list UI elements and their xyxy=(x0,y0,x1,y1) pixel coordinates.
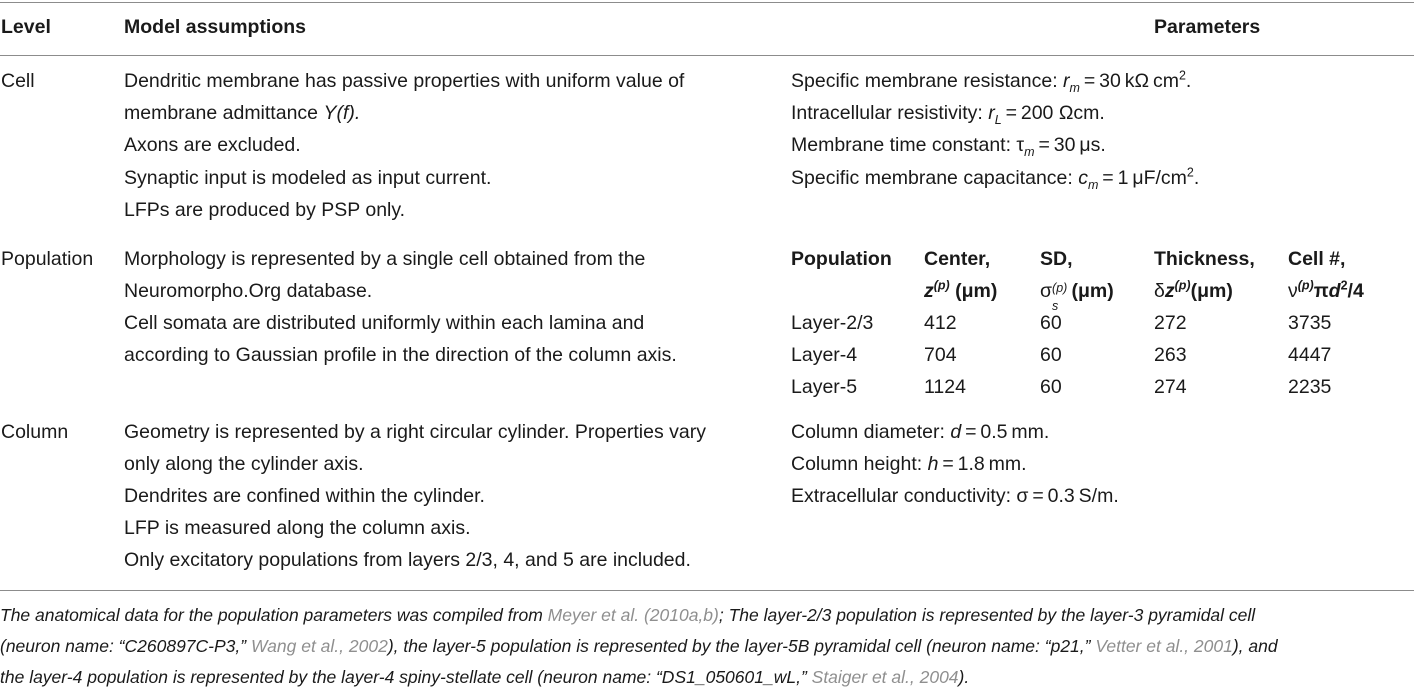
header-rule xyxy=(0,55,1414,56)
column-assumption: only along the cylinder axis. xyxy=(124,453,364,475)
column-assumption: Geometry is represented by a right circular cylinder. Properties vary xyxy=(124,421,706,443)
subtable-cell: 60 xyxy=(1040,376,1062,398)
column-param: Column diameter: d = 0.5 mm. xyxy=(791,421,1050,443)
subtable-cell: 60 xyxy=(1040,344,1062,366)
header-parameters: Parameters xyxy=(1154,16,1261,38)
subtable-header-thickness-unit: $\delta z^{(p)}(\mu m)$ xyxy=(1154,278,1233,302)
column-param: Extracellular conductivity: σ = 0.3 S/m. xyxy=(791,485,1119,507)
column-assumption: Only excitatory populations from layers 2/3, 4, and 5 are included. xyxy=(124,549,691,571)
bottom-rule xyxy=(0,590,1414,591)
population-assumption: Cell somata are distributed uniformly within each lamina and xyxy=(124,312,645,334)
top-rule xyxy=(0,2,1414,3)
subtable-cell: Layer-4 xyxy=(791,344,858,366)
cell-assumption: membrane admittance Y(f). xyxy=(124,102,361,124)
cell-assumption: Dendritic membrane has passive properties with uniform value of xyxy=(124,70,685,92)
subtable-cell: 274 xyxy=(1154,376,1187,398)
subtable-header-sd: SD, xyxy=(1040,248,1073,270)
subtable-header-population: Population xyxy=(791,248,892,270)
level-cell: Cell xyxy=(1,70,35,92)
cell-param: Specific membrane resistance: $r_m = 30$ kΩ $cm^2$. xyxy=(791,68,1192,95)
cell-assumption: Synaptic input is modeled as input current. xyxy=(124,167,492,189)
subtable-cell: Layer-5 xyxy=(791,376,858,398)
citation-link[interactable]: Meyer et al. (2010a,b) xyxy=(547,605,719,625)
subtable-header-thickness: Thickness, xyxy=(1154,248,1255,270)
admittance-symbol: Y(f). xyxy=(323,102,361,124)
subtable-cell: 60 xyxy=(1040,312,1062,334)
citation-link[interactable]: Vetter et al., 2001 xyxy=(1095,636,1233,656)
population-assumption: Morphology is represented by a single cell obtained from the xyxy=(124,248,646,270)
subtable-cell: 3735 xyxy=(1288,312,1332,334)
header-assumptions: Model assumptions xyxy=(124,16,307,38)
subtable-header-center: Center, xyxy=(924,248,991,270)
level-population: Population xyxy=(1,248,94,270)
subtable-header-sd-unit: σ (p) s (μm) xyxy=(1040,280,1114,313)
table-caption: (neuron name: “C260897C-P3,” Wang et al., 2002), the layer-5 population is represented by the layer-5B pyramidal cell (neuron name: “p21,” Vetter et al., 2001), and xyxy=(0,636,1278,656)
subtable-cell: 1124 xyxy=(924,376,966,398)
population-assumption: Neuromorpho.Org database. xyxy=(124,280,373,302)
column-param: Column height: h = 1.8 mm. xyxy=(791,453,1027,475)
cell-param: Intracellular resistivity: $r_L = 200$ Ωcm. xyxy=(791,102,1105,127)
subtable-cell: 4447 xyxy=(1288,344,1332,366)
population-assumption: according to Gaussian profile in the direction of the column axis. xyxy=(124,344,677,366)
subtable-cell: 263 xyxy=(1154,344,1187,366)
subtable-cell: Layer-2/3 xyxy=(791,312,874,334)
header-level: Level xyxy=(1,16,51,38)
subtable-header-cellcount: Cell #, xyxy=(1288,248,1346,270)
subtable-cell: 272 xyxy=(1154,312,1187,334)
subtable-cell: 2235 xyxy=(1288,376,1332,398)
table-caption: The anatomical data for the population parameters was compiled from Meyer et al. (2010a,b); The layer-2/3 population is represented by the layer-3 pyramidal cell xyxy=(0,605,1256,625)
subtable-cell: 412 xyxy=(924,312,957,334)
cell-param: Specific membrane capacitance: $c_m = 1$ $\mu F/cm^2$. xyxy=(791,165,1200,192)
column-assumption: LFP is measured along the column axis. xyxy=(124,517,471,539)
cell-assumption: Axons are excluded. xyxy=(124,134,301,156)
subtable-header-cellcount-unit: $\nu^{(p)}\pi d^2/4$ xyxy=(1288,278,1364,302)
level-column: Column xyxy=(1,421,69,443)
citation-link[interactable]: Wang et al., 2002 xyxy=(250,636,388,656)
cell-param: Membrane time constant: $\tau_m = 30$ μs. xyxy=(791,134,1106,159)
citation-link[interactable]: Staiger et al., 2004 xyxy=(811,667,959,687)
cell-assumption: LFPs are produced by PSP only. xyxy=(124,199,406,221)
column-assumption: Dendrites are confined within the cylinder. xyxy=(124,485,485,507)
subtable-header-center-unit: $z^{(p)}$ (μm) xyxy=(924,278,998,302)
table-caption: the layer-4 population is represented by the layer-4 spiny-stellate cell (neuron name: “DS1_050601_wL,” Staiger et al., 2004). xyxy=(0,667,970,687)
subtable-cell: 704 xyxy=(924,344,957,366)
